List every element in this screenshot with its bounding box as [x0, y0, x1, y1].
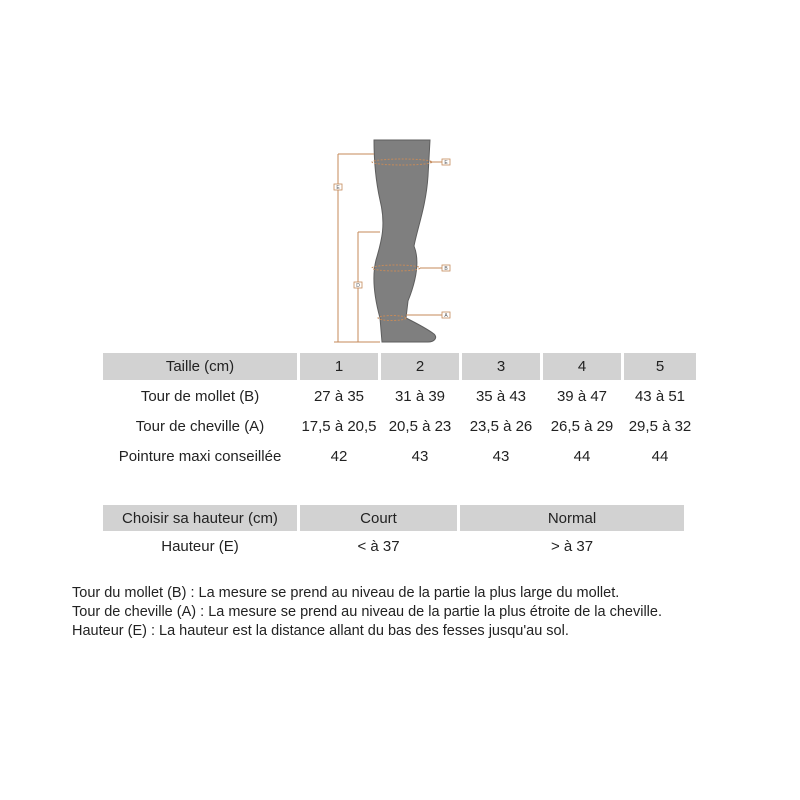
marker-e-right — [442, 159, 450, 166]
size-header-4: 4 — [543, 353, 621, 380]
table-row — [103, 442, 696, 470]
table-cell: 31 à 39 — [394, 387, 446, 405]
height-header-court: Court — [300, 505, 457, 531]
svg-text:E: E — [444, 160, 448, 166]
svg-text:D: D — [356, 283, 360, 289]
size-header-3: 3 — [462, 353, 540, 380]
height-table — [100, 503, 687, 561]
svg-text:B: B — [444, 266, 448, 272]
note-calf: Tour du mollet (B) : La mesure se prend au niveau de la partie la plus large du mollet. — [72, 585, 620, 601]
table-cell: 23,5 à 26 — [469, 417, 533, 435]
marker-b — [442, 265, 450, 272]
row-label: Pointure maxi conseillée — [118, 447, 282, 465]
size-table — [100, 351, 699, 472]
table-cell: 39 à 47 — [556, 387, 608, 405]
table-cell: > à 37 — [550, 537, 594, 555]
table-cell: 27 à 35 — [313, 387, 365, 405]
table-cell: 44 — [573, 447, 591, 465]
marker-d — [354, 282, 362, 289]
note-height: Hauteur (E) : La hauteur est la distance allant du bas des fesses jusqu'au sol. — [72, 623, 569, 639]
table-cell: < à 37 — [357, 537, 400, 555]
size-header-1: 1 — [300, 353, 378, 380]
marker-e-left — [334, 184, 342, 191]
size-header-5: 5 — [624, 353, 696, 380]
table-cell: 42 — [330, 447, 348, 465]
leg-silhouette — [374, 140, 436, 342]
height-table-header-row — [103, 505, 684, 531]
table-cell: 43 — [411, 447, 429, 465]
table-row — [103, 412, 696, 440]
table-cell: 17,5 à 20,5 — [301, 417, 377, 435]
row-label: Tour de cheville (A) — [135, 417, 265, 435]
marker-a — [442, 312, 450, 319]
table-row — [103, 533, 684, 559]
svg-text:E: E — [336, 185, 340, 191]
measurement-notes — [72, 584, 732, 641]
table-cell: 35 à 43 — [475, 387, 527, 405]
note-ankle: Tour de cheville (A) : La mesure se prend au niveau de la partie la plus étroite de la cheville. — [72, 604, 662, 620]
table-cell: 20,5 à 23 — [388, 417, 452, 435]
table-cell: 26,5 à 29 — [550, 417, 614, 435]
table-cell: 43 — [492, 447, 510, 465]
table-cell: 29,5 à 32 — [628, 417, 692, 435]
table-cell: 43 à 51 — [634, 387, 686, 405]
row-label: Tour de mollet (B) — [140, 387, 260, 405]
table-cell: 44 — [651, 447, 669, 465]
size-table-header-row — [103, 353, 696, 380]
row-label: Hauteur (E) — [161, 537, 239, 555]
size-header-2: 2 — [381, 353, 459, 380]
leg-measurement-illustration — [330, 136, 460, 348]
size-header-label: Taille (cm) — [103, 353, 297, 380]
height-header-normal: Normal — [460, 505, 684, 531]
table-row — [103, 382, 696, 410]
svg-text:A: A — [444, 313, 448, 319]
height-header-label: Choisir sa hauteur (cm) — [103, 505, 297, 531]
